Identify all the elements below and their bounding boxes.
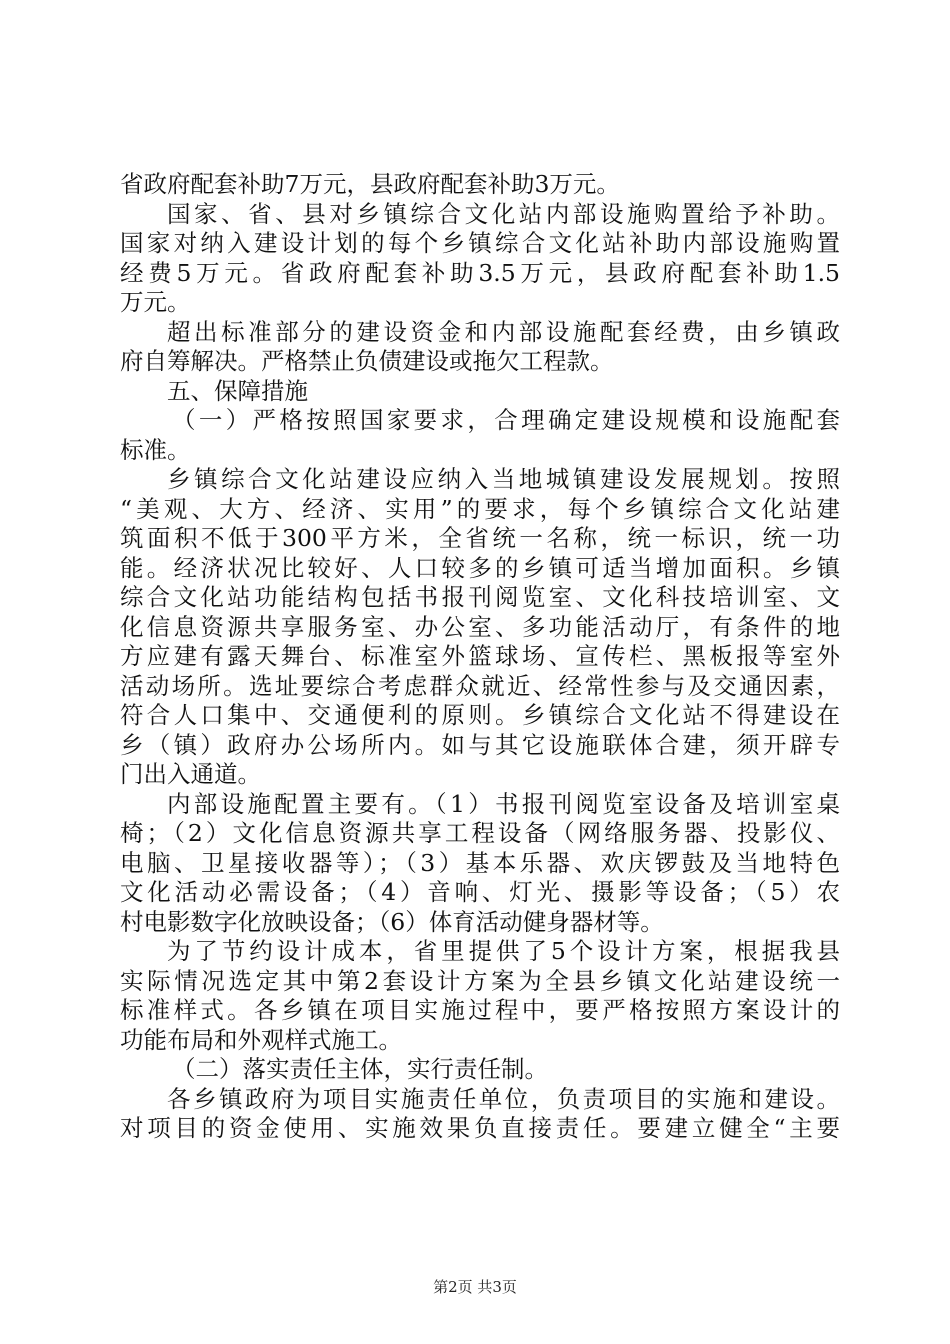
page-footer: 第2页 共3页 [433,1278,517,1296]
text-line: 内部设施配置主要有。（1）书报刊阅览室设备及培训室桌 [167,789,840,818]
text-line: 椅；（2）文化信息资源共享工程设备（网络服务器、投影仪、 [120,819,840,847]
text-line: 活动场所。选址要综合考虑群众就近、经常性参与及交通因素， [120,671,840,700]
text-line: 各乡镇政府为项目实施责任单位，负责项目的实施和建设。 [167,1084,840,1113]
text-line: 府自筹解决。严格禁止负债建设或拖欠工程款。 [120,347,614,375]
text-line: 能。经济状况比较好、人口较多的乡镇可适当增加面积。乡镇 [120,553,840,582]
text-line: “美观、大方、经济、实用”的要求，每个乡镇综合文化站建 [120,494,840,523]
text-line: 化信息资源共享服务室、办公室、多功能活动厅，有条件的地 [120,612,840,641]
text-line: 文化活动必需设备；（4）音响、灯光、摄影等设备；（5）农 [120,878,840,906]
text-line: 村电影数字化放映设备；（6）体育活动健身器材等。 [120,907,664,936]
text-line: 国家、省、县对乡镇综合文化站内部设施购置给予补助。 [167,199,840,228]
section-heading: 五、保障措施 [167,376,308,405]
text-line: 符合人口集中、交通便利的原则。乡镇综合文化站不得建设在 [120,701,840,729]
text-line: 为了节约设计成本，省里提供了5个设计方案，根据我县 [167,937,840,965]
text-line: 功能布局和外观样式施工。 [120,1025,402,1054]
text-line: 万元。 [120,288,191,316]
text-line: 经费5万元。省政府配套补助3.5万元，县政府配套补助1.5 [120,258,840,287]
text-line: 筑面积不低于300平方米，全省统一名称，统一标识，统一功 [120,524,840,552]
text-line: 实际情况选定其中第2套设计方案为全县乡镇文化站建设统一 [120,966,840,995]
text-line: 电脑、卫星接收器等）；（3）基本乐器、欢庆锣鼓及当地特色 [120,848,840,877]
text-line: 超出标准部分的建设资金和内部设施配套经费，由乡镇政 [167,317,840,346]
text-line: 综合文化站功能结构包括书报刊阅览室、文化科技培训室、文 [120,583,840,611]
subsection-heading: （一）严格按照国家要求，合理确定建设规模和设施配套 [172,406,840,434]
document-body [120,170,840,1144]
subsection-heading: （二）落实责任主体，实行责任制。 [172,1055,548,1083]
text-line: 门出入通道。 [120,760,261,788]
text-line: 乡镇综合文化站建设应纳入当地城镇建设发展规划。按照 [167,465,840,493]
text-line: 省政府配套补助7万元，县政府配套补助3万元。 [120,170,620,198]
text-line: 标准样式。各乡镇在项目实施过程中，要严格按照方案设计的 [120,996,840,1024]
text-line: 国家对纳入建设计划的每个乡镇综合文化站补助内部设施购置 [120,229,840,257]
text-line: 对项目的资金使用、实施效果负直接责任。要建立健全“主要 [120,1114,840,1142]
text-line: 乡（镇）政府办公场所内。如与其它设施联体合建，须开辟专 [120,730,840,759]
text-line: 方应建有露天舞台、标准室外篮球场、宣传栏、黑板报等室外 [120,642,840,670]
subsection-heading: 标准。 [120,435,191,464]
